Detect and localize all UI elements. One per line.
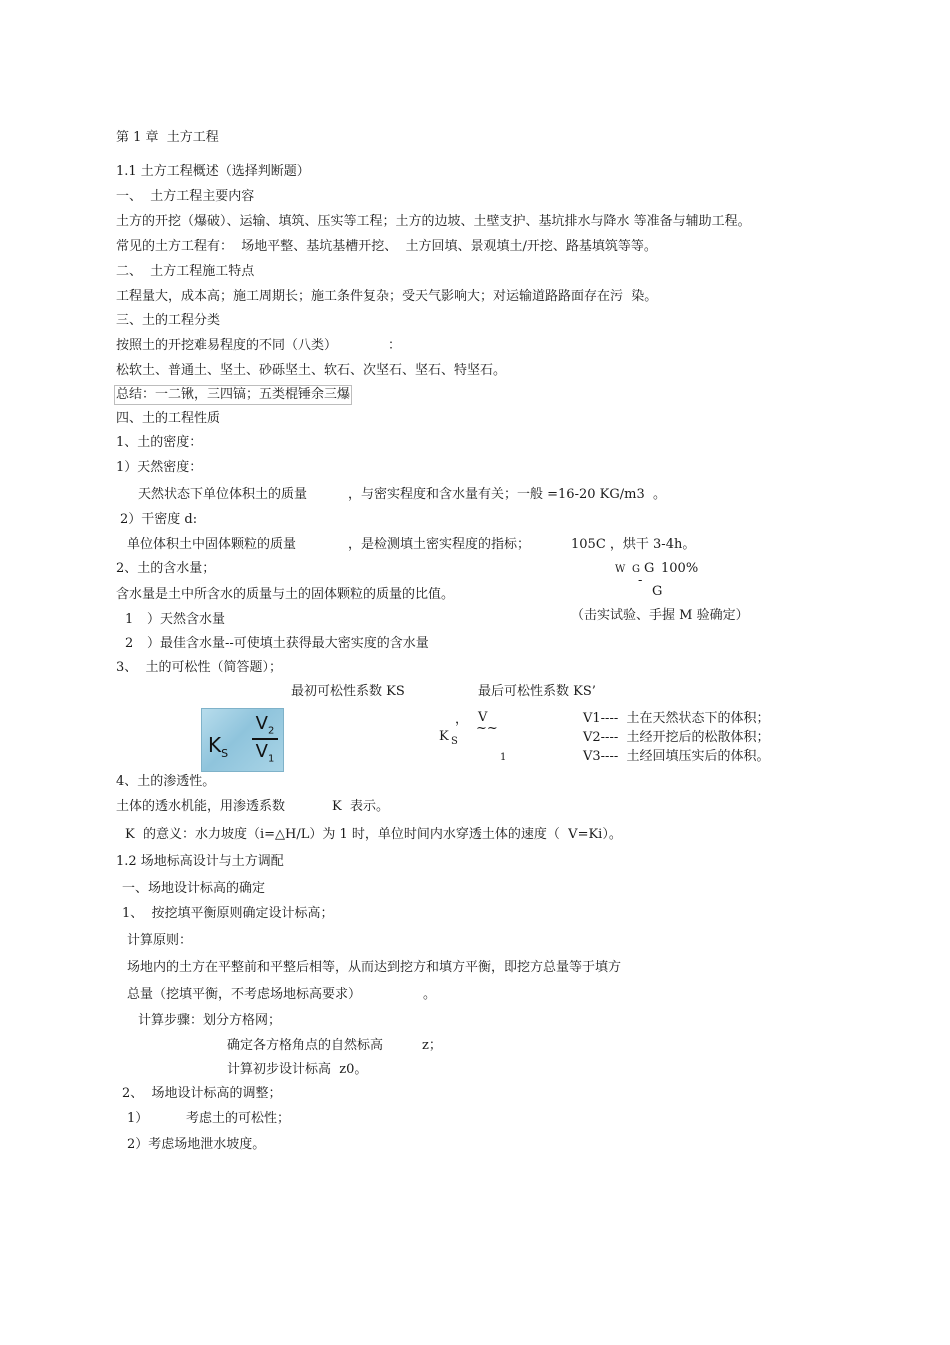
permeability-text-a: 土体的透水机能，用渗透系数 — [116, 799, 286, 814]
natural-density-label: 1）天然密度： — [116, 460, 203, 475]
permeability-title: 4、土的渗透性。 — [116, 774, 216, 789]
adjustment-item: 2、 场地设计标高的调整； — [122, 1086, 282, 1101]
water-content-title: 2、土的含水量； — [116, 561, 216, 576]
design-elevation-heading: 一、场地设计标高的确定 — [122, 881, 266, 896]
calc-steps: 计算步骤：划分方格网； — [138, 1013, 282, 1028]
formula-percent: 100% — [661, 561, 699, 576]
dry-density-text-a: 单位体积土中固体颗粒的质量 — [127, 537, 297, 552]
dry-density-text-c: 105C ，烘干 3-4h。 — [571, 537, 696, 552]
calc-principle-text-2a: 总量（挖填平衡，不考虑场地标高要求） — [127, 987, 362, 1002]
calc-principle-label: 计算原则： — [127, 933, 193, 948]
paragraph-soil-types: 松软土、普通土、坚土、砂砾坚土、软石、次坚石、坚石、特坚石。 — [116, 363, 507, 378]
calc-principle-text-2b: 。 — [423, 987, 437, 1002]
heading-main-content: 一、 土方工程主要内容 — [116, 189, 255, 204]
water-content-definition: 含水量是土中所含水的质量与土的固体颗粒的质量的比值。 — [116, 587, 455, 602]
formula-g: G — [644, 561, 655, 576]
item-number-2: 2 — [125, 636, 134, 651]
item-number-1: 1 — [125, 612, 134, 627]
paragraph-content: 土方的开挖（爆破）、运输、填筑、压实等工程；土方的边坡、土壁支护、基坑排水与降水 等准备与辅助工程。 — [116, 214, 751, 229]
section-1-2-title: 1.2 场地标高设计与土方调配 — [116, 854, 284, 869]
dry-density-text-b: ，是检测填土密实程度的指标； — [348, 537, 531, 552]
natural-density-text-b: ，与密实程度和含水量有关；一般 =16-20 KG/m3 。 — [348, 487, 666, 502]
chapter-title: 第 1 章 土方工程 — [116, 130, 219, 145]
optimum-water-content: ）最佳含水量--可使填土获得最大密实度的含水量 — [147, 636, 429, 651]
water-test-method: （击实试验、手握 M 验确定） — [571, 608, 749, 623]
v3-definition: V3---- 土经回填压实后的体积。 — [583, 749, 770, 764]
v2-definition: V2---- 土经开挖后的松散体积； — [583, 730, 770, 745]
heading-classification: 三、土的工程分类 — [116, 313, 221, 328]
heading-features: 二、 土方工程施工特点 — [116, 264, 255, 279]
adjust-2: 2）考虑场地泄水坡度。 — [127, 1137, 266, 1152]
formula-one: 1 — [500, 752, 507, 763]
looseness-title: 3、 土的可松性（简答题）； — [116, 660, 283, 675]
calc-principle-text: 场地内的土方在平整前和平整后相等，从而达到挖方和填方平衡，即挖方总量等于填方 — [127, 960, 622, 975]
formula-g-denominator: G — [652, 584, 663, 599]
paragraph-classification: 按照土的开挖难易程度的不同（八类） — [116, 338, 338, 353]
calc-step-2b: z； — [422, 1038, 442, 1053]
initial-looseness: 最初可松性系数 KS — [291, 684, 405, 699]
v1-definition: V1---- 土在天然状态下的体积； — [583, 711, 770, 726]
permeability-text-b: K 表示。 — [332, 799, 389, 814]
formula-comma: ， — [455, 712, 469, 727]
natural-water-content: ）天然含水量 — [147, 612, 226, 627]
permeability-meaning: K 的意义：水力坡度（i=△H/L）为 1 时，单位时间内水穿透土体的速度（ V=Ki）。 — [125, 827, 622, 842]
formula-s: S — [451, 736, 458, 747]
balance-principle-item: 1、 按挖填平衡原则确定设计标高； — [122, 906, 334, 921]
formula-k: K — [439, 729, 449, 744]
formula-v: V — [478, 710, 488, 725]
adjust-1-text: 考虑土的可松性； — [186, 1111, 291, 1126]
colon-mark: ： — [388, 338, 402, 353]
formula-tilde: ~~ — [476, 721, 498, 736]
dry-density-label: 2）干密度 d: — [120, 512, 198, 527]
final-looseness: 最后可松性系数 KS’ — [478, 684, 596, 699]
calc-step-3: 计算初步设计标高 z0。 — [227, 1062, 368, 1077]
summary-box: 总结：一二锹，三四镐；五类棍锤余三爆 — [114, 385, 352, 405]
natural-density-text-a: 天然状态下单位体积土的质量 — [138, 487, 308, 502]
paragraph-common-works: 常见的土方工程有： 场地平整、基坑基槽开挖、 土方回填、景观填土/开挖、路基填筑等等。 — [116, 239, 657, 254]
formula-minus: - — [638, 573, 643, 588]
paragraph-features: 工程量大，成本高；施工周期长；施工条件复杂；受天气影响大；对运输道路路面存在污 染。 — [116, 289, 658, 304]
ks-formula-image: $K_S$ $V_2$ $V_1$ — [201, 708, 284, 772]
calc-step-2a: 确定各方格角点的自然标高 — [227, 1038, 384, 1053]
density-title: 1、土的密度： — [116, 435, 203, 450]
section-1-1-title: 1.1 土方工程概述（选择判断题） — [116, 164, 310, 179]
formula-g-sub: G — [632, 564, 640, 575]
formula-w: W — [615, 564, 626, 575]
heading-properties: 四、土的工程性质 — [116, 411, 221, 426]
adjust-1-number: 1） — [127, 1111, 149, 1126]
